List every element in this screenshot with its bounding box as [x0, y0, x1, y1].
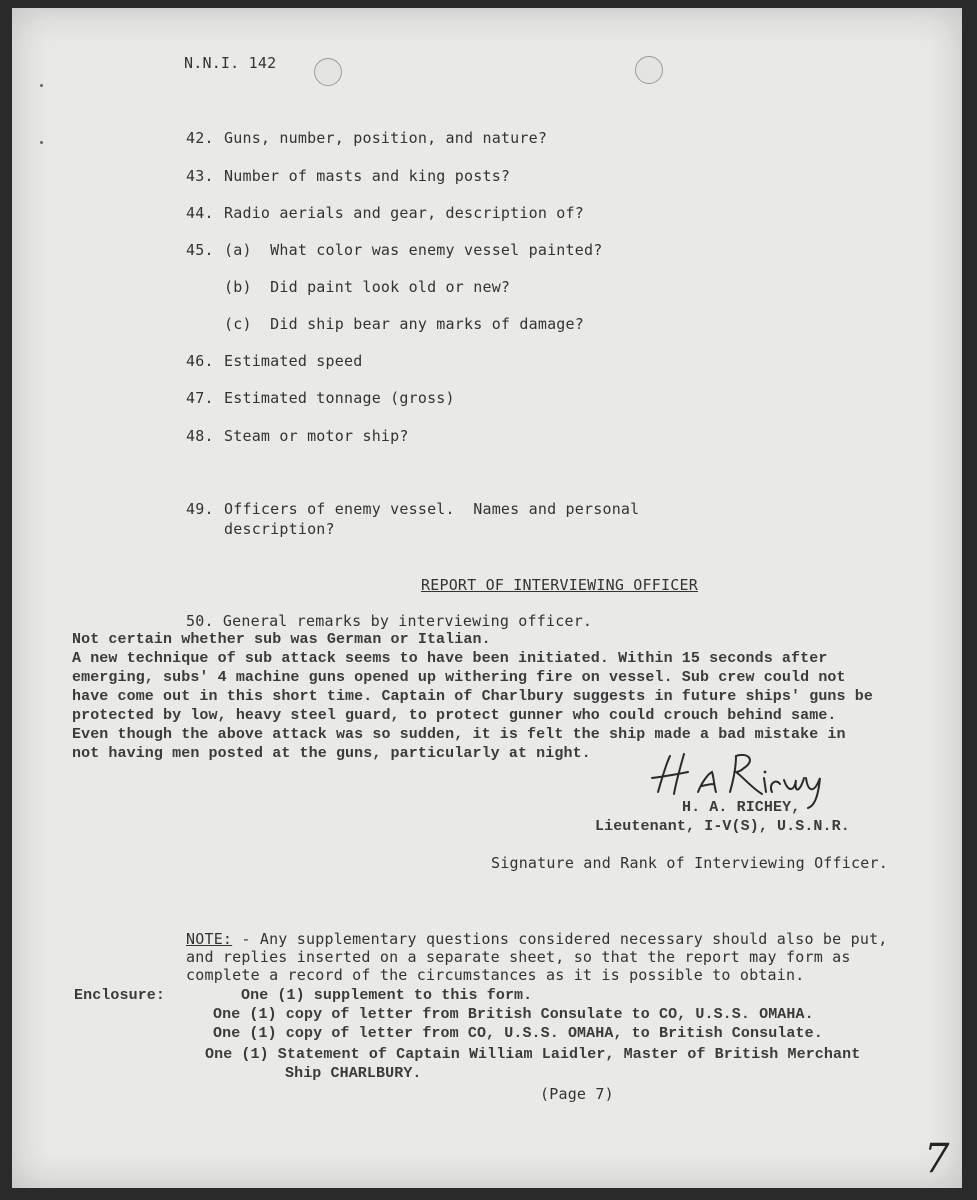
margin-mark — [40, 84, 43, 87]
question-num: 43. — [186, 167, 214, 185]
document-page — [12, 8, 962, 1188]
note-text: - Any supplementary questions considered necessary should also be put, — [232, 930, 888, 948]
question-num: 42. — [186, 129, 214, 147]
question-num: 46. — [186, 352, 214, 370]
note-label: NOTE: — [186, 930, 233, 948]
remark-line: A new technique of sub attack seems to have been initiated. Within 15 seconds after — [72, 650, 828, 667]
note-line-2: and replies inserted on a separate sheet, so that the report may form as — [186, 948, 851, 966]
question-num: 45. — [186, 241, 214, 259]
note-line-1 — [186, 930, 888, 948]
punch-hole-right — [635, 56, 663, 84]
question-num: 47. — [186, 389, 214, 407]
signature-caption: Signature and Rank of Interviewing Officer. — [491, 854, 888, 872]
question-text: (c) Did ship bear any marks of damage? — [224, 315, 584, 333]
question-text: Steam or motor ship? — [224, 427, 409, 445]
question-text: Number of masts and king posts? — [224, 167, 511, 185]
enclosure-item: One (1) copy of letter from British Consulate to CO, U.S.S. OMAHA. — [213, 1006, 814, 1023]
question-text: Radio aerials and gear, description of? — [224, 204, 584, 222]
remark-line: protected by low, heavy steel guard, to protect gunner who could crouch behind same. — [72, 707, 837, 724]
enclosure-item: One (1) supplement to this form. — [241, 987, 533, 1004]
question-text: Guns, number, position, and nature? — [224, 129, 548, 147]
question-text: Estimated tonnage (gross) — [224, 389, 455, 407]
item-50: 50. General remarks by interviewing officer. — [186, 612, 593, 630]
report-heading: REPORT OF INTERVIEWING OFFICER — [421, 576, 698, 594]
note-line-3: complete a record of the circumstances as it is possible to obtain. — [186, 966, 805, 984]
question-num: 44. — [186, 204, 214, 222]
handwritten-page-number: 7 — [924, 1136, 950, 1182]
punch-hole-left — [314, 58, 342, 86]
signer-name: H. A. RICHEY, — [682, 799, 801, 816]
question-num: 48. — [186, 427, 214, 445]
remark-line: emerging, subs' 4 machine guns opened up withering fire on vessel. Sub crew could not — [72, 669, 846, 686]
question-text: Estimated speed — [224, 352, 363, 370]
remark-line: Even though the above attack was so sudden, it is felt the ship made a bad mistake in — [72, 726, 846, 743]
margin-mark — [40, 141, 43, 144]
enclosure-item: One (1) copy of letter from CO, U.S.S. OMAHA, to British Consulate. — [213, 1025, 823, 1042]
enclosure-item: Ship CHARLBURY. — [285, 1065, 422, 1082]
enclosure-item: One (1) Statement of Captain William Laidler, Master of British Merchant — [205, 1046, 861, 1063]
remark-line: not having men posted at the guns, particularly at night. — [72, 745, 591, 762]
remark-line: Not certain whether sub was German or Italian. — [72, 631, 491, 648]
question-text: Officers of enemy vessel. Names and personal — [224, 500, 640, 518]
enclosure-label: Enclosure: — [74, 987, 166, 1004]
question-text: description? — [224, 520, 335, 538]
question-text: (a) What color was enemy vessel painted? — [224, 241, 603, 259]
remark-line: have come out in this short time. Captain of Charlbury suggests in future ships' guns be — [72, 688, 873, 705]
signature-lettering: H. A. Richey — [644, 748, 652, 749]
page-label: (Page 7) — [540, 1085, 614, 1103]
signer-rank: Lieutenant, I-V(S), U.S.N.R. — [595, 818, 850, 835]
form-id: N.N.I. 142 — [184, 54, 277, 72]
question-text: (b) Did paint look old or new? — [224, 278, 511, 296]
question-num: 49. — [186, 500, 214, 518]
